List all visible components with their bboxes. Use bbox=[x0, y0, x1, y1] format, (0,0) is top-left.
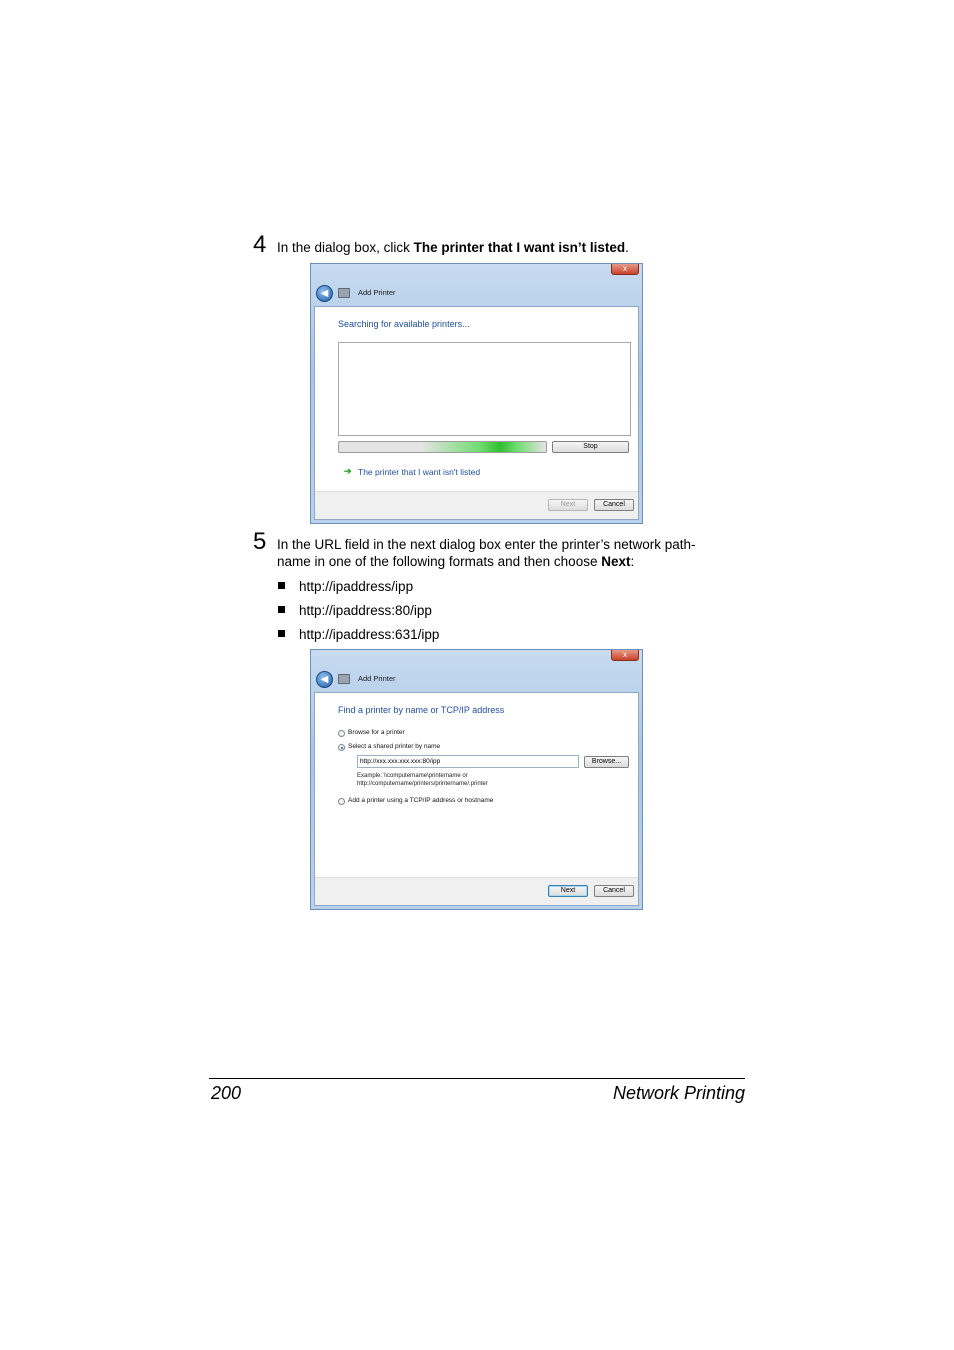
bullet-text: http://ipaddress:631/ipp bbox=[299, 627, 440, 642]
browse-printer-label[interactable]: Browse for a printer bbox=[348, 729, 405, 736]
dialog-footer bbox=[315, 491, 638, 519]
step-5-line-2-before: name in one of the following formats and then choose bbox=[277, 554, 602, 569]
step-5-line-1: In the URL field in the next dialog box enter the printer’s network path- bbox=[277, 537, 696, 552]
browse-button[interactable]: Browse... bbox=[584, 756, 629, 768]
tcpip-printer-label[interactable]: Add a printer using a TCP/IP address or hostname bbox=[348, 797, 494, 804]
step-5-number: 5 bbox=[253, 528, 267, 555]
search-progress-bar bbox=[338, 441, 547, 453]
step-5-line-2 bbox=[277, 553, 696, 570]
page-number: 200 bbox=[211, 1083, 242, 1103]
select-shared-printer-label[interactable]: Select a shared printer by name bbox=[348, 743, 441, 750]
dialog-footer bbox=[315, 877, 638, 905]
dialog-heading: Find a printer by name or TCP/IP address bbox=[338, 705, 505, 715]
add-printer-dialog-searching bbox=[310, 263, 643, 524]
cancel-button[interactable]: Cancel bbox=[594, 499, 634, 511]
dialog-title: Add Printer bbox=[358, 288, 396, 297]
dialog-content bbox=[314, 692, 639, 906]
next-button[interactable]: Next bbox=[548, 499, 588, 511]
back-arrow-icon[interactable]: ◀ bbox=[316, 285, 333, 302]
select-shared-printer-radio[interactable] bbox=[338, 744, 345, 751]
printer-icon bbox=[338, 674, 350, 684]
add-printer-dialog-find bbox=[310, 649, 643, 910]
bullet-text: http://ipaddress/ipp bbox=[299, 579, 414, 594]
step-4-text-bold: The printer that I want isn’t listed bbox=[413, 240, 626, 255]
browse-printer-radio[interactable] bbox=[338, 730, 345, 737]
example-line-2: http://computername/printers/printername/.printer bbox=[357, 781, 488, 787]
cancel-button[interactable]: Cancel bbox=[594, 885, 634, 897]
printer-not-listed-link[interactable]: The printer that I want isn't listed bbox=[358, 467, 481, 477]
step-5-line-2-after: : bbox=[630, 554, 635, 569]
step-4-text-before: In the dialog box, click bbox=[277, 240, 414, 255]
green-arrow-icon: ➔ bbox=[344, 466, 352, 476]
step-4-text bbox=[277, 239, 629, 256]
stop-button[interactable]: Stop bbox=[552, 441, 629, 453]
bullet-text: http://ipaddress:80/ipp bbox=[299, 603, 432, 618]
dialog-content bbox=[314, 306, 639, 520]
step-4-number: 4 bbox=[253, 231, 267, 258]
printer-url-input[interactable]: http://xxx.xxx.xxx.xxx:80/ipp bbox=[357, 755, 579, 768]
footer-rule bbox=[209, 1078, 745, 1079]
back-arrow-icon[interactable]: ◀ bbox=[316, 671, 333, 688]
example-line-1: Example: \\computername\printername or bbox=[357, 773, 468, 779]
bullet-item bbox=[278, 578, 413, 595]
close-button[interactable]: x bbox=[611, 650, 639, 661]
tcpip-printer-radio[interactable] bbox=[338, 798, 345, 805]
bullet-square-icon bbox=[278, 582, 285, 589]
bullet-square-icon bbox=[278, 630, 285, 637]
dialog-heading: Searching for available printers... bbox=[338, 319, 470, 329]
printer-icon bbox=[338, 288, 350, 298]
step-5-text bbox=[277, 536, 696, 570]
bullet-item bbox=[278, 626, 439, 643]
printer-list[interactable] bbox=[338, 342, 631, 436]
dialog-title: Add Printer bbox=[358, 674, 396, 683]
next-button[interactable]: Next bbox=[548, 885, 588, 897]
section-title: Network Printing bbox=[612, 1083, 745, 1103]
bullet-square-icon bbox=[278, 606, 285, 613]
step-5-line-2-bold: Next bbox=[601, 554, 631, 569]
step-4-text-after: . bbox=[625, 240, 629, 255]
bullet-item bbox=[278, 602, 432, 619]
close-button[interactable]: x bbox=[611, 264, 639, 275]
